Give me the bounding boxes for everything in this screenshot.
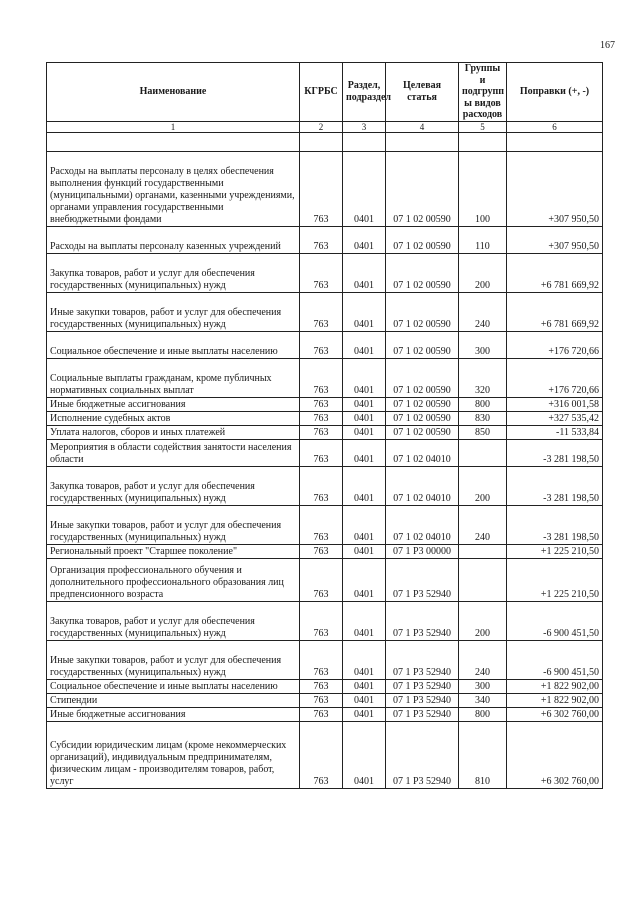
table-row	[47, 466, 603, 505]
row-target: 07 1 02 04010	[386, 439, 459, 466]
column-number: 2	[300, 121, 343, 132]
row-target: 07 1 02 00590	[386, 151, 459, 226]
row-kgrbs: 763	[300, 466, 343, 505]
column-number: 3	[343, 121, 386, 132]
row-group: 320	[459, 358, 507, 397]
row-kgrbs: 763	[300, 601, 343, 640]
row-amount: +6 781 669,92	[507, 253, 603, 292]
row-section: 0401	[343, 544, 386, 558]
row-amount: +316 001,58	[507, 397, 603, 411]
row-name: Социальное обеспечение и иные выплаты населению	[47, 331, 300, 358]
table-row	[47, 439, 603, 466]
row-amount: +6 302 760,00	[507, 707, 603, 721]
row-amount: +1 822 902,00	[507, 679, 603, 693]
row-target: 07 1 02 00590	[386, 292, 459, 331]
spacer-row	[47, 132, 603, 151]
row-group	[459, 558, 507, 601]
header-target: Целевая статья	[386, 63, 459, 122]
row-target: 07 1 P3 52940	[386, 601, 459, 640]
row-amount: -6 900 451,50	[507, 601, 603, 640]
row-amount: +1 225 210,50	[507, 558, 603, 601]
header-name: Наименование	[47, 63, 300, 122]
row-target: 07 1 P3 52940	[386, 640, 459, 679]
row-name: Иные закупки товаров, работ и услуг для обеспечения государственных (муниципальных) нужд	[47, 640, 300, 679]
row-section: 0401	[343, 466, 386, 505]
row-name: Иные закупки товаров, работ и услуг для обеспечения государственных (муниципальных) нужд	[47, 292, 300, 331]
table-row	[47, 292, 603, 331]
row-section: 0401	[343, 292, 386, 331]
row-target: 07 1 P3 52940	[386, 679, 459, 693]
row-target: 07 1 02 00590	[386, 397, 459, 411]
row-section: 0401	[343, 707, 386, 721]
row-kgrbs: 763	[300, 358, 343, 397]
row-section: 0401	[343, 693, 386, 707]
row-kgrbs: 763	[300, 679, 343, 693]
header-groups: Группы и подгрупп ы видов расходов	[459, 63, 507, 122]
row-kgrbs: 763	[300, 411, 343, 425]
row-name: Стипендии	[47, 693, 300, 707]
row-target: 07 1 P3 52940	[386, 721, 459, 788]
table-row	[47, 425, 603, 439]
page-number: 167	[600, 40, 615, 51]
table-row	[47, 358, 603, 397]
row-section: 0401	[343, 601, 386, 640]
row-target: 07 1 P3 52940	[386, 558, 459, 601]
row-group: 800	[459, 397, 507, 411]
table-body	[47, 132, 603, 788]
table-row	[47, 505, 603, 544]
row-kgrbs: 763	[300, 397, 343, 411]
row-name: Субсидии юридическим лицам (кроме некоммерческих организаций), индивидуальным предпринимателям, физическим лицам - производителям товаров, работ, услуг	[47, 721, 300, 788]
table-row	[47, 558, 603, 601]
row-section: 0401	[343, 425, 386, 439]
table-row	[47, 679, 603, 693]
row-amount: -3 281 198,50	[507, 439, 603, 466]
row-kgrbs: 763	[300, 640, 343, 679]
row-target: 07 1 02 04010	[386, 466, 459, 505]
row-name: Закупка товаров, работ и услуг для обеспечения государственных (муниципальных) нужд	[47, 601, 300, 640]
row-group: 100	[459, 151, 507, 226]
row-name: Мероприятия в области содействия занятости населения области	[47, 439, 300, 466]
table-row	[47, 331, 603, 358]
row-target: 07 1 02 00590	[386, 253, 459, 292]
table-row	[47, 693, 603, 707]
row-group: 110	[459, 226, 507, 253]
row-kgrbs: 763	[300, 151, 343, 226]
row-group	[459, 544, 507, 558]
row-section: 0401	[343, 397, 386, 411]
row-name: Иные закупки товаров, работ и услуг для обеспечения государственных (муниципальных) нужд	[47, 505, 300, 544]
row-kgrbs: 763	[300, 707, 343, 721]
table-row	[47, 253, 603, 292]
header-kgrbs: КГРБС	[300, 63, 343, 122]
row-target: 07 1 P3 52940	[386, 707, 459, 721]
column-number: 1	[47, 121, 300, 132]
row-section: 0401	[343, 358, 386, 397]
header-row	[47, 63, 603, 122]
row-section: 0401	[343, 721, 386, 788]
row-section: 0401	[343, 679, 386, 693]
table-row	[47, 544, 603, 558]
row-name: Уплата налогов, сборов и иных платежей	[47, 425, 300, 439]
row-name: Социальные выплаты гражданам, кроме публичных нормативных социальных выплат	[47, 358, 300, 397]
row-amount: +176 720,66	[507, 331, 603, 358]
row-kgrbs: 763	[300, 439, 343, 466]
row-kgrbs: 763	[300, 505, 343, 544]
row-section: 0401	[343, 640, 386, 679]
row-name: Региональный проект "Старшее поколение"	[47, 544, 300, 558]
header-amendments: Поправки (+, -)	[507, 63, 603, 122]
row-amount: -3 281 198,50	[507, 466, 603, 505]
column-number: 4	[386, 121, 459, 132]
table-row	[47, 397, 603, 411]
table-row	[47, 601, 603, 640]
row-amount: +1 225 210,50	[507, 544, 603, 558]
row-section: 0401	[343, 253, 386, 292]
row-target: 07 1 02 00590	[386, 411, 459, 425]
row-name: Закупка товаров, работ и услуг для обеспечения государственных (муниципальных) нужд	[47, 466, 300, 505]
row-kgrbs: 763	[300, 693, 343, 707]
row-name: Иные бюджетные ассигнования	[47, 707, 300, 721]
row-amount: -3 281 198,50	[507, 505, 603, 544]
row-target: 07 1 02 00590	[386, 331, 459, 358]
row-group	[459, 439, 507, 466]
row-target: 07 1 P3 00000	[386, 544, 459, 558]
row-kgrbs: 763	[300, 721, 343, 788]
header-section: Раздел, подраздел	[343, 63, 386, 122]
row-kgrbs: 763	[300, 425, 343, 439]
row-section: 0401	[343, 226, 386, 253]
row-group: 200	[459, 466, 507, 505]
table-row	[47, 640, 603, 679]
row-amount: +176 720,66	[507, 358, 603, 397]
row-group: 200	[459, 601, 507, 640]
row-amount: +327 535,42	[507, 411, 603, 425]
row-group: 240	[459, 292, 507, 331]
row-name: Расходы на выплаты персоналу в целях обеспечения выполнения функций государственными (муниципальными) органами, казенными учреждениями, органами управления государственными внебюджетными фондами	[47, 151, 300, 226]
row-group: 200	[459, 253, 507, 292]
row-kgrbs: 763	[300, 253, 343, 292]
row-amount: +1 822 902,00	[507, 693, 603, 707]
row-target: 07 1 02 00590	[386, 358, 459, 397]
row-name: Исполнение судебных актов	[47, 411, 300, 425]
row-name: Социальное обеспечение и иные выплаты населению	[47, 679, 300, 693]
row-group: 300	[459, 331, 507, 358]
row-section: 0401	[343, 151, 386, 226]
row-kgrbs: 763	[300, 558, 343, 601]
row-target: 07 1 P3 52940	[386, 693, 459, 707]
table-row	[47, 707, 603, 721]
row-name: Иные бюджетные ассигнования	[47, 397, 300, 411]
row-group: 240	[459, 640, 507, 679]
row-kgrbs: 763	[300, 544, 343, 558]
row-kgrbs: 763	[300, 292, 343, 331]
row-group: 850	[459, 425, 507, 439]
budget-amendments-table	[46, 62, 603, 789]
row-section: 0401	[343, 558, 386, 601]
row-group: 300	[459, 679, 507, 693]
row-target: 07 1 02 00590	[386, 226, 459, 253]
row-amount: -11 533,84	[507, 425, 603, 439]
row-amount: +6 781 669,92	[507, 292, 603, 331]
row-amount: +6 302 760,00	[507, 721, 603, 788]
column-number-row	[47, 121, 603, 132]
row-group: 830	[459, 411, 507, 425]
row-kgrbs: 763	[300, 331, 343, 358]
row-kgrbs: 763	[300, 226, 343, 253]
table-row	[47, 721, 603, 788]
row-group: 810	[459, 721, 507, 788]
column-number: 5	[459, 121, 507, 132]
row-name: Закупка товаров, работ и услуг для обеспечения государственных (муниципальных) нужд	[47, 253, 300, 292]
row-target: 07 1 02 00590	[386, 425, 459, 439]
row-name: Расходы на выплаты персоналу казенных учреждений	[47, 226, 300, 253]
table-row	[47, 151, 603, 226]
row-target: 07 1 02 04010	[386, 505, 459, 544]
table-row	[47, 226, 603, 253]
row-section: 0401	[343, 411, 386, 425]
row-name: Организация профессионального обучения и дополнительного профессионального образования лиц предпенсионного возраста	[47, 558, 300, 601]
row-section: 0401	[343, 505, 386, 544]
row-group: 340	[459, 693, 507, 707]
row-section: 0401	[343, 331, 386, 358]
table-row	[47, 411, 603, 425]
row-section: 0401	[343, 439, 386, 466]
row-group: 800	[459, 707, 507, 721]
row-amount: +307 950,50	[507, 226, 603, 253]
row-group: 240	[459, 505, 507, 544]
row-amount: -6 900 451,50	[507, 640, 603, 679]
column-number: 6	[507, 121, 603, 132]
row-amount: +307 950,50	[507, 151, 603, 226]
